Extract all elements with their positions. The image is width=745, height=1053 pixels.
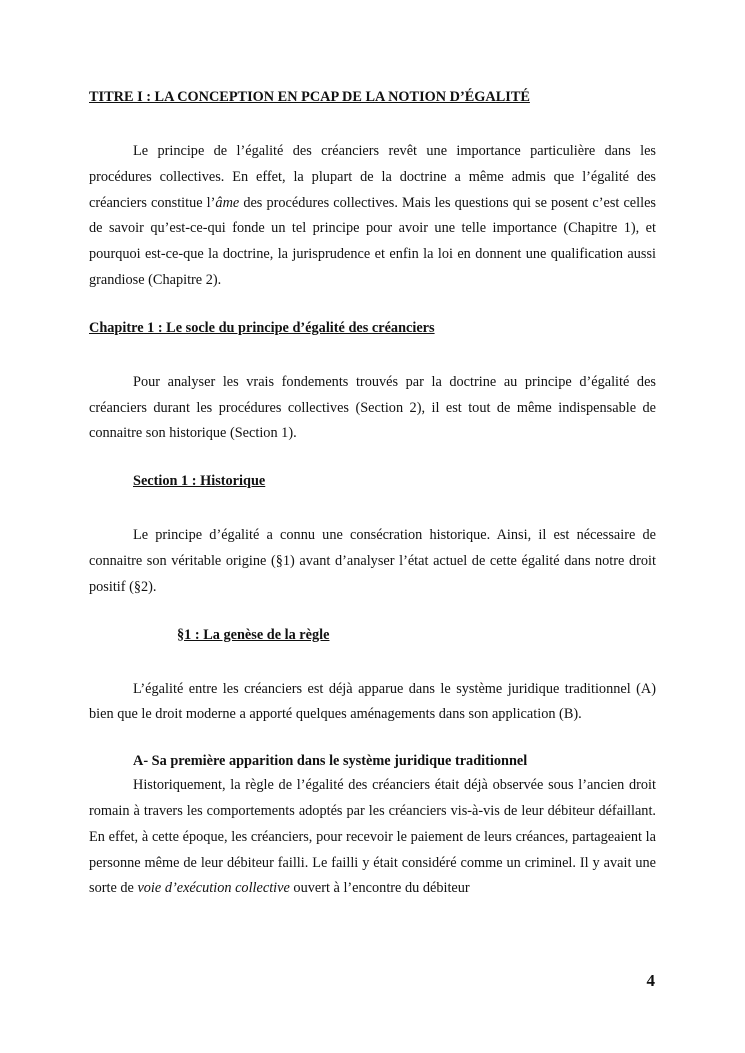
subsection-title: A- Sa première apparition dans le système juridique traditionnel (133, 753, 528, 770)
paragraph-title: §1 : La genèse de la règle (177, 626, 330, 643)
subsection-text-part1: Historiquement, la règle de l’égalité des créanciers était déjà observée sous l’ancien droit romain à travers les comportements adoptés par les créanciers vis-à-vis de leur débiteur défaillant. En effet, à cette époque, les créanciers, pour recevoir le paiement de leurs créances, partageaient la personne même de leur débiteur failli. Le failli y était considéré comme un criminel. Il y avait une sorte de (89, 777, 656, 897)
paragraph-intro-text: L’égalité entre les créanciers est déjà apparue dans le système juridique traditionnel (A) bien que le droit moderne a apporté quelques aménagements dans son application (B). (89, 680, 656, 723)
subsection-text-part2: ouvert à l’encontre du débiteur (289, 880, 470, 897)
intro-text-part1: Le principe de l’égalité des créanciers revêt une importance particulière dans les procédures collectives. En effet, la plupart de la doctrine a même admis que l’égalité des créanciers constitue l’ (89, 143, 656, 211)
intro-text-part2: des procédures collectives. Mais les questions qui se posent c’est celles de savoir qu’est-ce-qui fonde un tel principe pour avoir une telle importance (Chapitre 1), et pourquoi est-ce-que la doctrine, la jurisprudence et enfin la loi en donnent une qualification aussi grandiose (Chapitre 2). (89, 194, 656, 288)
intro-paragraph (89, 139, 656, 294)
page-number: 4 (646, 971, 655, 990)
intro-italic-term: âme (215, 194, 240, 211)
subsection-paragraph (89, 773, 656, 902)
section-intro-paragraph: Le principe d’égalité a connu une consécration historique. Ainsi, il est nécessaire de connaitre son véritable origine (§1) avant d’analyser l’état actuel de cette égalité dans notre droit positif (§2). (89, 527, 656, 595)
chapter-intro-paragraph: Pour analyser les vrais fondements trouvés par la doctrine au principe d’égalité des créanciers durant les procédures collectives (Section 2), il est tout de même indispensable de connaitre son historique (Section 1). (89, 373, 656, 442)
subsection-italic-term: voie d’exécution collective (137, 880, 290, 897)
part-title: TITRE I : LA CONCEPTION EN PCAP DE LA NOTION D’ÉGALITÉ (89, 89, 530, 105)
chapter-title: Chapitre 1 : Le socle du principe d’égalité des créanciers (89, 319, 435, 336)
section-title: Section 1 : Historique (133, 473, 266, 490)
document-page (89, 87, 656, 902)
